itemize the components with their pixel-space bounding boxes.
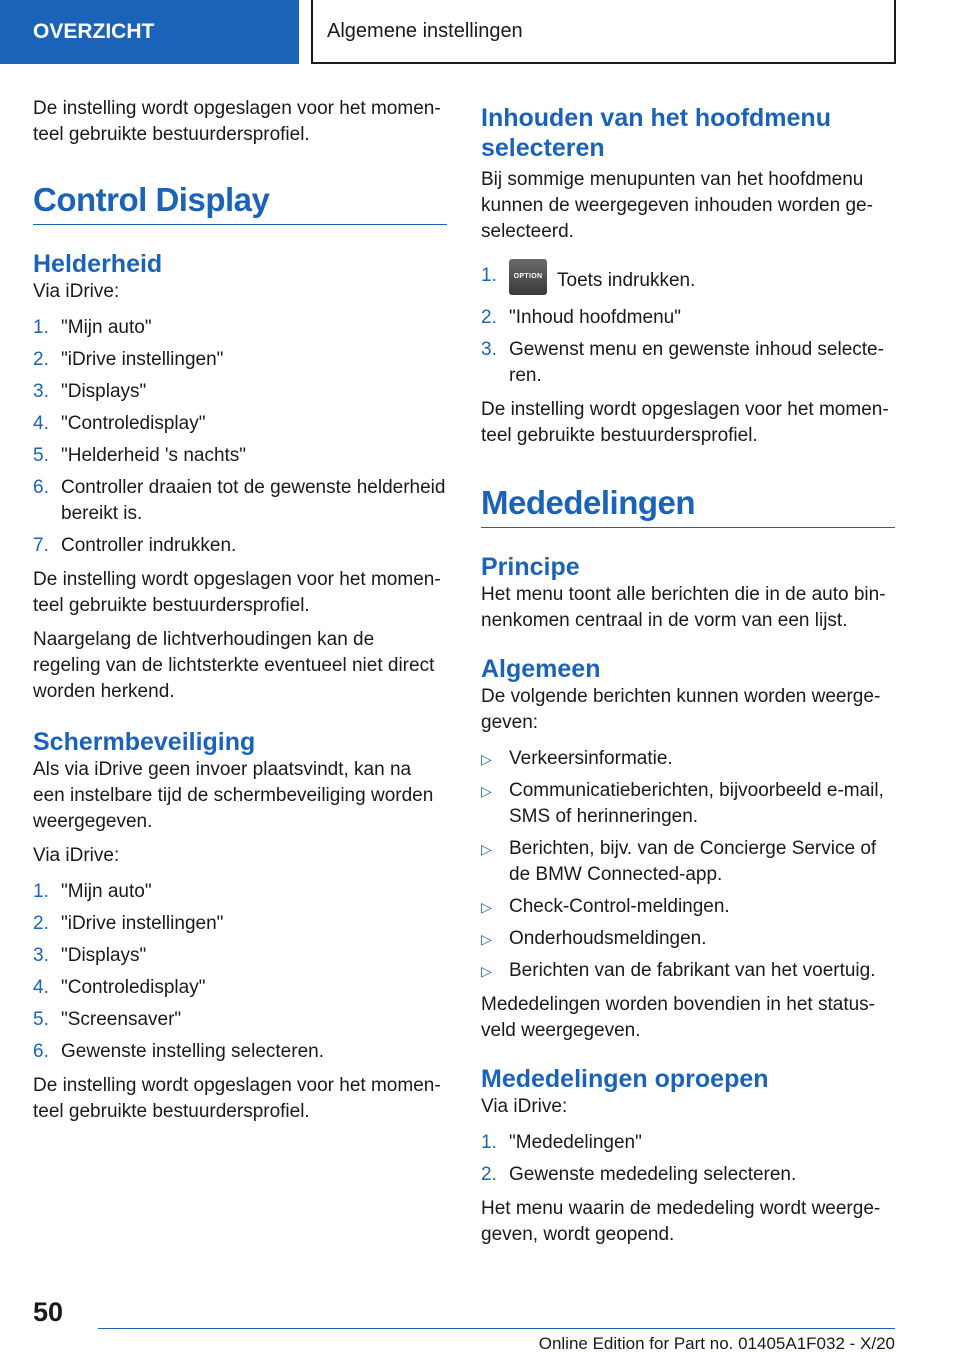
heading-helderheid: Helderheid (33, 250, 163, 278)
header-title: Algemene instellingen (327, 19, 523, 42)
step-text: Controller indrukken. (61, 535, 237, 556)
helderheid-steps (33, 315, 447, 559)
list-item (481, 894, 895, 920)
heading-algemeen: Algemeen (481, 655, 601, 683)
step-number: 1. (481, 1132, 497, 1153)
step-text: "Displays" (61, 945, 147, 966)
step-number: 4. (33, 977, 49, 998)
footer-edition: Online Edition for Part no. 01405A1F032 - X/20 (538, 1334, 895, 1353)
helderheid-note-2: Naargelang de lichtverhoudingen kan de regeling van de lichtsterkte eventueel niet direct worden herkend. (33, 629, 435, 702)
left-column (33, 96, 447, 1133)
step-text: "Mijn auto" (61, 317, 152, 338)
step-number: 3. (481, 339, 497, 360)
step-number: 1. (33, 881, 49, 902)
list-item (33, 379, 447, 405)
triangle-right-icon: ▷ (481, 751, 492, 767)
triangle-right-icon: ▷ (481, 783, 492, 799)
list-item (33, 1039, 447, 1065)
heading-schermbeveiliging: Schermbeveiliging (33, 728, 256, 756)
principe-text: Het menu toont alle berichten die in de auto binnenkomen centraal in de vorm van een lijst. (481, 584, 886, 631)
triangle-right-icon: ▷ (481, 963, 492, 979)
triangle-right-icon: ▷ (481, 899, 492, 915)
footer-divider (98, 1328, 895, 1329)
list-item (33, 943, 447, 969)
hoofdmenu-intro: Bij sommige menupunten van het hoofdmenu kunnen de weergegeven inhouden worden geselecteerd. (481, 169, 873, 242)
schermbeveiliging-via: Via iDrive: (33, 845, 120, 866)
list-item (33, 475, 447, 527)
list-item (481, 337, 895, 389)
page-number: 50 (33, 1297, 64, 1327)
step-number: 5. (33, 1009, 49, 1030)
step-text: "Displays" (61, 381, 147, 402)
step-number: 2. (481, 307, 497, 328)
step-number: 4. (33, 413, 49, 434)
step-number: 6. (33, 477, 49, 498)
step-number: 2. (481, 1164, 497, 1185)
bullet-text: Onderhoudsmeldingen. (509, 928, 707, 949)
schermbeveiliging-note: De instelling wordt opgeslagen voor het momenteel gebruikte bestuurdersprofiel. (33, 1075, 441, 1122)
step-number: 5. (33, 445, 49, 466)
heading-principe: Principe (481, 553, 580, 581)
list-item (33, 879, 447, 905)
step-text: "Controledisplay" (61, 977, 206, 998)
algemeen-note: Mededelingen worden bovendien in het statusveld weergegeven. (481, 994, 875, 1041)
step-text: Controller draaien tot de gewenste helderheid bereikt is. (61, 477, 446, 524)
step-text: "Controledisplay" (61, 413, 206, 434)
list-item (33, 975, 447, 1001)
hoofdmenu-steps (481, 263, 895, 389)
step-text: Gewenste mededeling selecteren. (509, 1164, 797, 1185)
heading-hoofdmenu: Inhouden van het hoofdmenu selecteren (481, 104, 831, 162)
step-text: "Mededelingen" (509, 1132, 642, 1153)
bullet-text: Communicatieberichten, bijvoorbeeld e-mail, SMS of herinneringen. (509, 780, 884, 827)
step-number: 1. (33, 317, 49, 338)
step-text: Toets indrukken. (557, 270, 696, 292)
step-text: Gewenste instelling selecteren. (61, 1041, 324, 1062)
list-item (33, 911, 447, 937)
algemeen-bullets (481, 746, 895, 984)
heading-mededelingen: Mededelingen (481, 483, 895, 528)
helderheid-via: Via iDrive: (33, 281, 120, 302)
schermbeveiliging-steps (33, 879, 447, 1065)
schermbeveiliging-intro: Als via iDrive geen invoer plaatsvindt, kan na een instelbare tijd de schermbeveiliging worden weergegeven. (33, 759, 434, 832)
list-item (481, 926, 895, 952)
list-item (33, 443, 447, 469)
list-item (481, 778, 895, 830)
list-item (481, 305, 895, 331)
step-number: 3. (33, 945, 49, 966)
oproepen-note: Het menu waarin de mededeling wordt weergegeven, wordt geopend. (481, 1198, 881, 1245)
list-item (33, 411, 447, 437)
step-text-with-icon (509, 263, 895, 299)
list-item (33, 1007, 447, 1033)
step-text: "Helderheid 's nachts" (61, 445, 247, 466)
step-number: 2. (33, 913, 49, 934)
list-item (33, 347, 447, 373)
list-item (481, 836, 895, 888)
bullet-text: Verkeersinformatie. (509, 748, 673, 769)
list-item (481, 746, 895, 772)
step-number: 3. (33, 381, 49, 402)
list-item (33, 315, 447, 341)
list-item (481, 263, 895, 299)
list-item (481, 1162, 895, 1188)
helderheid-note-1: De instelling wordt opgeslagen voor het momenteel gebruikte bestuurdersprofiel. (33, 569, 441, 616)
step-text: "Inhoud hoofdmenu" (509, 307, 681, 328)
bullet-text: Berichten van de fabrikant van het voertuig. (509, 960, 876, 981)
step-text: "Screensaver" (61, 1009, 182, 1030)
right-column (481, 103, 895, 1256)
triangle-right-icon: ▷ (481, 931, 492, 947)
list-item (33, 533, 447, 559)
triangle-right-icon: ▷ (481, 841, 492, 857)
header-section-tab (0, 0, 299, 64)
bullet-text: Berichten, bijv. van de Concierge Service of de BMW Connected-app. (509, 838, 877, 885)
step-text: Gewenst menu en gewenste inhoud selecteren. (509, 339, 884, 386)
option-button-icon: OPTION (509, 259, 547, 295)
oproepen-steps (481, 1130, 895, 1188)
step-text: "iDrive instellingen" (61, 349, 224, 370)
list-item (481, 958, 895, 984)
header-section-label: OVERZICHT (33, 20, 155, 43)
step-number: 1. (481, 265, 497, 286)
hoofdmenu-note: De instelling wordt opgeslagen voor het momenteel gebruikte bestuurdersprofiel. (481, 399, 889, 446)
header-title-box (311, 0, 896, 64)
step-number: 7. (33, 535, 49, 556)
bullet-text: Check-Control-meldingen. (509, 896, 730, 917)
step-number: 2. (33, 349, 49, 370)
oproepen-via: Via iDrive: (481, 1096, 568, 1117)
list-item (481, 1130, 895, 1156)
heading-control-display: Control Display (33, 180, 447, 225)
left-intro-paragraph: De instelling wordt opgeslagen voor het momenteel gebruikte bestuurdersprofiel. (33, 98, 441, 145)
step-text: "Mijn auto" (61, 881, 152, 902)
algemeen-intro: De volgende berichten kunnen worden weergegeven: (481, 686, 881, 733)
step-text: "iDrive instellingen" (61, 913, 224, 934)
heading-mededelingen-oproepen: Mededelingen oproepen (481, 1065, 769, 1093)
step-number: 6. (33, 1041, 49, 1062)
